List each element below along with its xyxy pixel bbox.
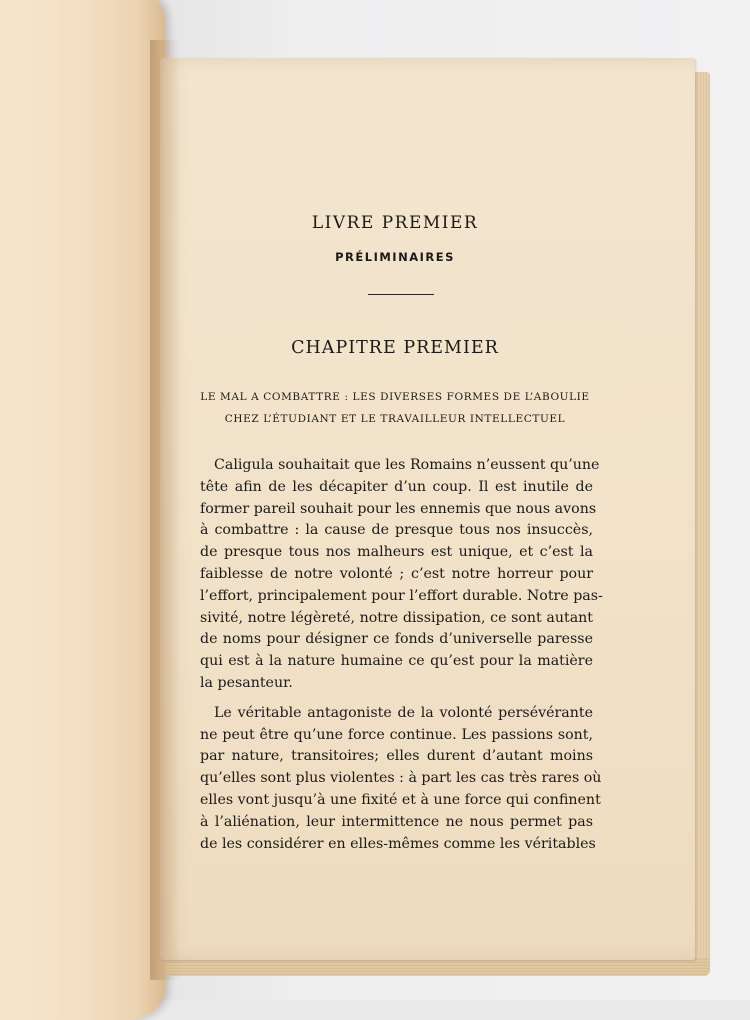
text-line: l’effort, principalement pour l’effort durable. Notre pas- xyxy=(200,587,603,604)
part-title: PRÉLIMINAIRES xyxy=(335,250,455,264)
chapter-subtitle-line: LE MAL A COMBATTRE : LES DIVERSES FORMES DE L’ABOULIE xyxy=(200,391,590,403)
right-page xyxy=(160,58,695,960)
text-line: faiblesse de notre volonté ; c’est notre horreur pour xyxy=(200,565,593,582)
text-line: de noms pour désigner ce fonds d’universelle paresse xyxy=(200,631,593,648)
text-line: de les considérer en elles-mêmes comme les véritables xyxy=(200,835,596,852)
text-line: tête afin de les décapiter d’un coup. Il est inutile de xyxy=(200,478,593,495)
chapter-subtitle xyxy=(190,386,600,430)
text-line: Caligula souhaitait que les Romains n’eussent qu’une xyxy=(214,457,600,473)
text-line: Le véritable antagoniste de la volonté persévérante xyxy=(214,704,593,721)
text-line: la pesanteur. xyxy=(200,674,293,691)
chapter-subtitle-line: CHEZ L’ÉTUDIANT ET LE TRAVAILLEUR INTELLECTUEL xyxy=(224,413,566,425)
text-line: sivité, notre légèreté, notre dissipation, ce sont autant xyxy=(200,609,593,626)
page-block-bottom-edge xyxy=(165,958,710,976)
chapter-title: CHAPITRE PREMIER xyxy=(291,338,499,358)
text-line: par nature, transitoires; elles durent d’autant moins xyxy=(200,748,593,765)
book-title: LIVRE PREMIER xyxy=(311,213,479,233)
book-gutter-shadow xyxy=(150,40,180,980)
text-line: de presque tous nos malheurs est unique, et c’est la xyxy=(200,544,593,561)
text-line: à l’aliénation, leur intermittence ne nous permet pas xyxy=(200,813,593,830)
text-line: à combattre : la cause de presque tous nos insuccès, xyxy=(200,522,593,539)
text-line: elles vont jusqu’à une fixité et à une force qui confinent xyxy=(200,791,601,808)
text-line: former pareil souhait pour les ennemis que nous avons xyxy=(200,500,597,517)
text-line: qui est à la nature humaine ce qu’est pour la matière xyxy=(200,653,593,670)
paragraph xyxy=(200,455,603,695)
left-page xyxy=(0,0,165,1020)
ornamental-rule xyxy=(368,294,434,295)
text-line: qu’elles sont plus violentes : à part les cas très rares où xyxy=(200,770,602,787)
paragraph xyxy=(200,703,602,856)
body-text xyxy=(200,455,603,855)
text-line: ne peut être qu’une force continue. Les passions sont, xyxy=(200,726,593,743)
